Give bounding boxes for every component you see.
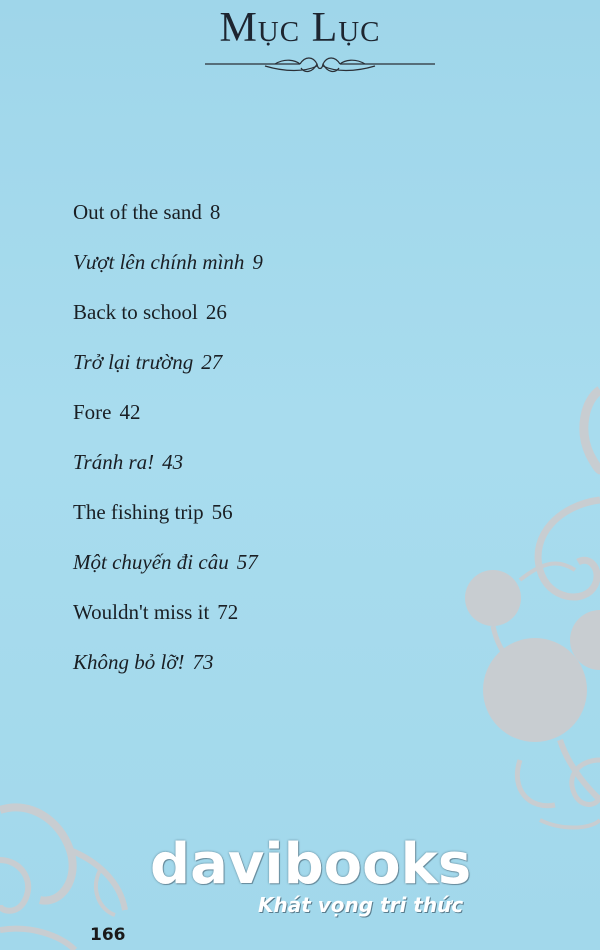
toc-entry-title: The fishing trip	[73, 500, 204, 524]
toc-entry-page: 9	[252, 250, 263, 274]
toc-entry-title: Tránh ra!	[73, 450, 155, 474]
toc-entry-page: 56	[211, 500, 233, 524]
toc-entry-page: 42	[119, 400, 141, 424]
toc-entry-page: 26	[205, 300, 227, 324]
toc-entry-title: Wouldn't miss it	[73, 600, 210, 624]
toc-entry	[73, 398, 493, 448]
toc-entry-title: Out of the sand	[73, 200, 202, 224]
toc-entry	[73, 548, 493, 598]
toc-entry	[73, 298, 493, 348]
toc-entry-title: Trở lại trường	[73, 350, 194, 374]
toc-entry	[73, 448, 493, 498]
toc-entry-title: Vượt lên chính mình	[73, 250, 245, 274]
page-title: Mục Lục	[219, 5, 381, 51]
toc-entry-title: Không bỏ lỡ!	[73, 650, 185, 674]
toc-entry	[73, 598, 493, 648]
toc-entry	[73, 648, 493, 698]
toc-entry	[73, 348, 493, 398]
publisher-tagline: Khát vọng tri thức	[258, 893, 464, 917]
toc-entry-page: 27	[201, 350, 223, 374]
toc-entry-title: Một chuyến đi câu	[73, 550, 229, 574]
title-flourish-icon	[205, 52, 435, 82]
toc-entry-title: Fore	[73, 400, 112, 424]
publisher-logo: davibooks	[150, 832, 472, 897]
toc-entry-title: Back to school	[73, 300, 198, 324]
page-number: 166	[90, 925, 126, 945]
toc-entry-page: 57	[236, 550, 258, 574]
toc-entry-page: 72	[217, 600, 239, 624]
toc-entry-page: 73	[192, 650, 214, 674]
toc-entry	[73, 198, 493, 248]
table-of-contents	[73, 198, 493, 698]
toc-entry-page: 8	[209, 200, 221, 224]
toc-entry	[73, 498, 493, 548]
toc-entry-page: 43	[162, 450, 184, 474]
toc-entry	[73, 248, 493, 298]
